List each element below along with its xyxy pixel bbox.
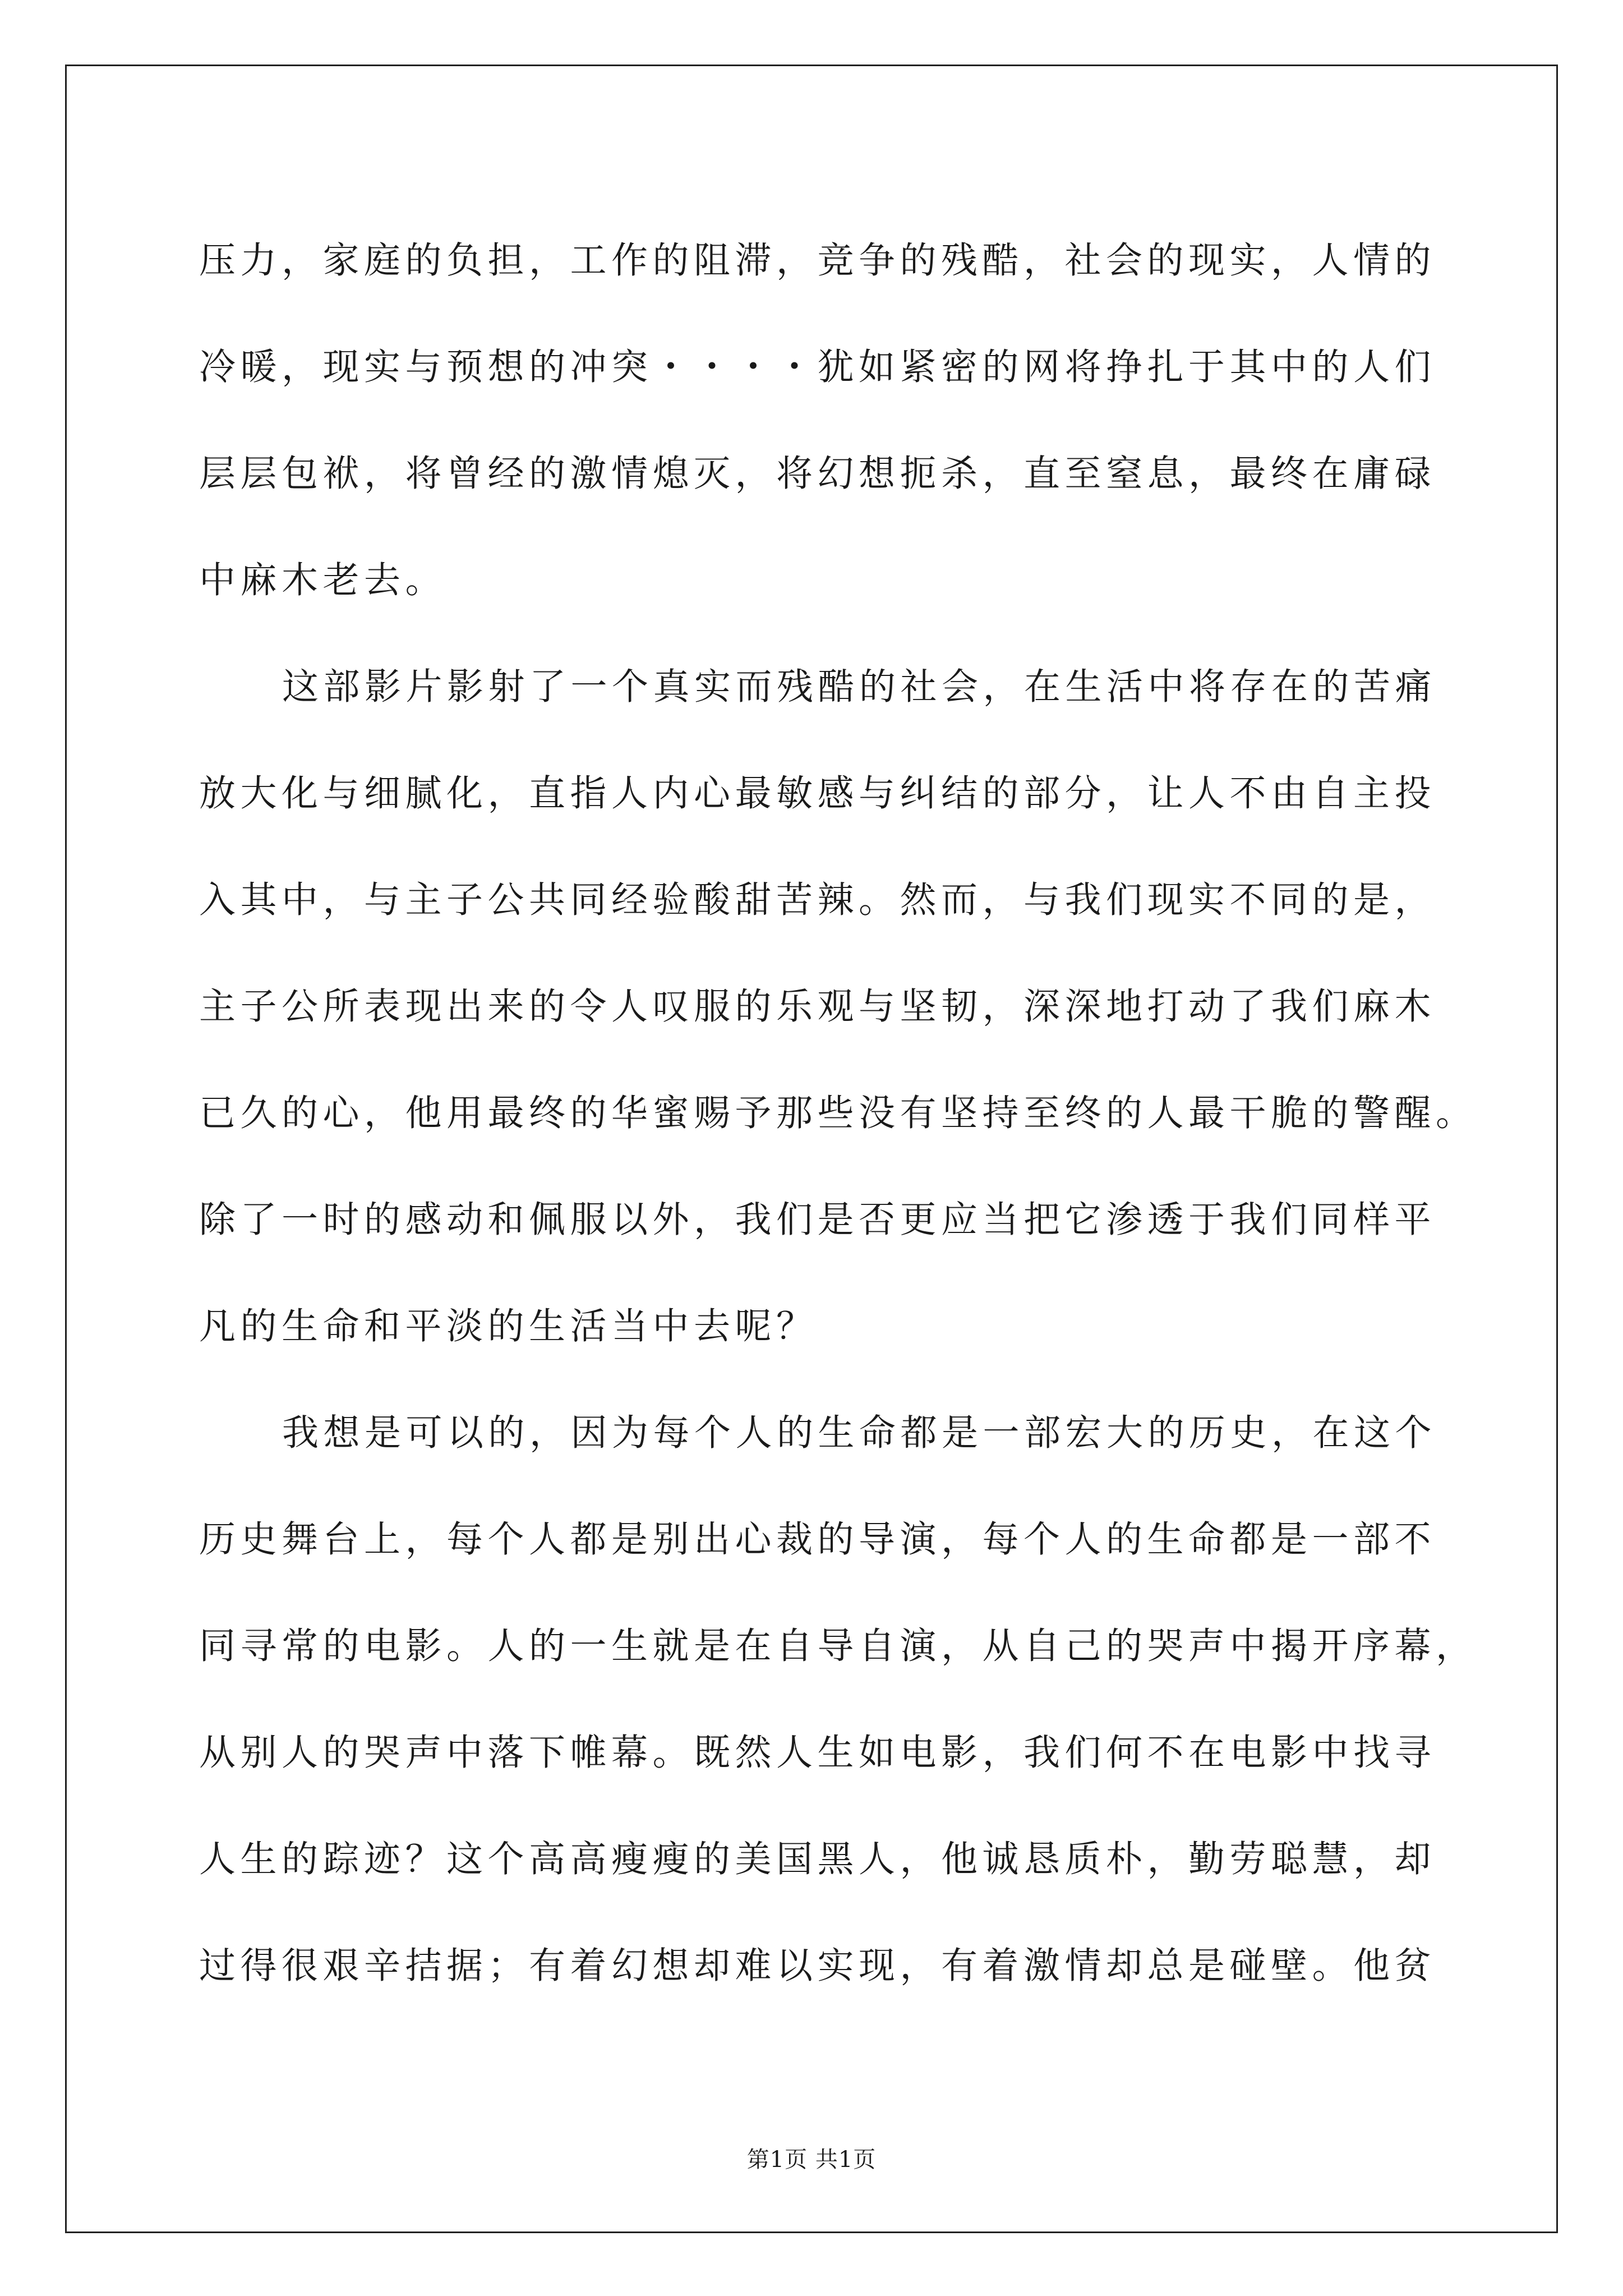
text-line: 压力，家庭的负担，工作的阻滞，竞争的残酷，社会的现实，人情的: [199, 240, 1436, 282]
document-body: [199, 208, 1477, 2019]
paragraph-1: [199, 208, 1468, 634]
text-line: 凡的生命和平淡的生活当中去呢？: [199, 1305, 818, 1347]
text-line: 冷暖，现实与预想的冲突・・・・犹如紧密的网将挣扎于其中的人们: [199, 346, 1436, 388]
text-line: 中麻木老去。: [199, 559, 447, 601]
text-line: 同寻常的电影。人的一生就是在自导自演，从自己的哭声中揭开序幕，: [199, 1625, 1477, 1667]
text-line: 层层包袱，将曾经的激情熄灭，将幻想扼杀，直至窒息，最终在庸碌: [199, 453, 1436, 495]
text-line: 人生的踪迹？这个高高瘦瘦的美国黑人，他诚恳质朴，勤劳聪慧，却: [199, 1838, 1436, 1880]
text-line: 从别人的哭声中落下帷幕。既然人生如电影，我们何不在电影中找寻: [199, 1732, 1436, 1774]
text-line: 历史舞台上，每个人都是别出心裁的导演，每个人的生命都是一部不: [199, 1519, 1436, 1561]
text-line: 这部影片影射了一个真实而残酷的社会，在生活中将存在的苦痛: [282, 666, 1437, 708]
text-line: 主子公所表现出来的令人叹服的乐观与坚韧，深深地打动了我们麻木: [199, 986, 1436, 1028]
text-line: 入其中，与主子公共同经验酸甜苦辣。然而，与我们现实不同的是，: [199, 879, 1436, 921]
text-line: 已久的心，他用最终的华蜜赐予那些没有坚持至终的人最干脆的警醒。: [199, 1092, 1477, 1134]
text-line: 过得很艰辛拮据；有着幻想却难以实现，有着激情却总是碰壁。他贫: [199, 1945, 1436, 1987]
text-line: 我想是可以的，因为每个人的生命都是一部宏大的历史，在这个: [282, 1412, 1437, 1454]
paragraph-2: [199, 634, 1477, 1380]
paragraph-3: [199, 1380, 1477, 2019]
page-number-footer: 第1页 共1页: [746, 2147, 877, 2173]
text-line: 放大化与细腻化，直指人内心最敏感与纠结的部分，让人不由自主投: [199, 772, 1436, 815]
text-line: 除了一时的感动和佩服以外，我们是否更应当把它渗透于我们同样平: [199, 1199, 1436, 1241]
